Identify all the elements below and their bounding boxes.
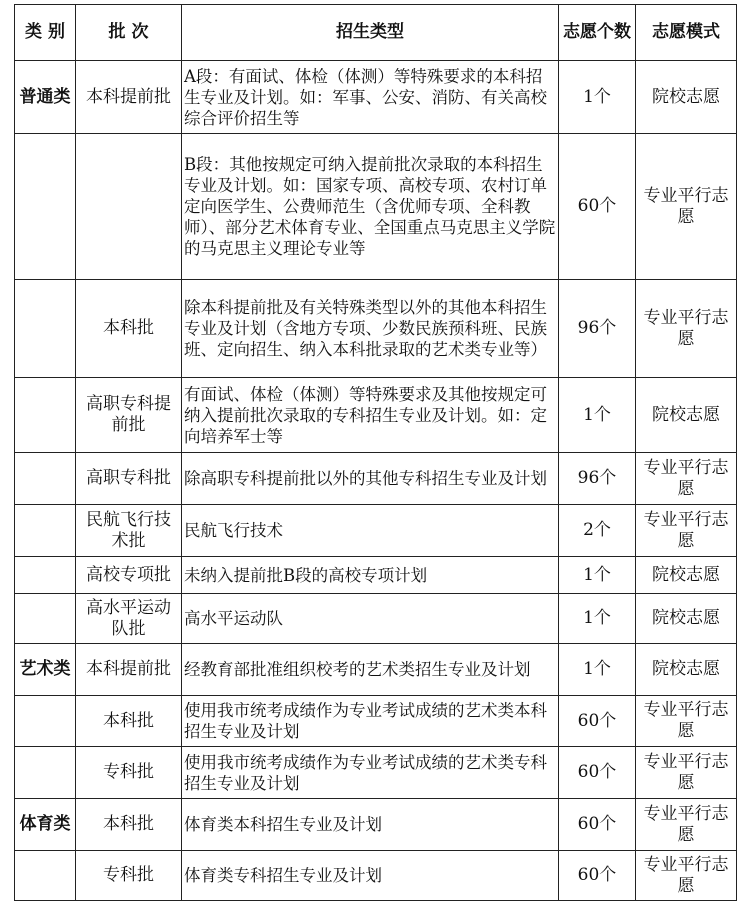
batch-cell: 本科批 xyxy=(76,280,182,378)
type-cell: 有面试、体检（体测）等特殊要求及其他按规定可纳入提前批次录取的专科招生专业及计划。如：定向培养军士等 xyxy=(182,378,559,453)
count-cell: 2个 xyxy=(559,505,636,557)
table-row xyxy=(15,644,737,696)
count-cell: 60个 xyxy=(559,747,636,799)
type-cell: 民航飞行技术 xyxy=(182,505,559,557)
mode-cell: 院校志愿 xyxy=(636,644,737,696)
table-row xyxy=(15,505,737,557)
table-row xyxy=(15,453,737,505)
table-row xyxy=(15,134,737,280)
category-cell xyxy=(15,696,76,747)
header-batch: 批 次 xyxy=(76,5,182,61)
type-cell: 体育类专科招生专业及计划 xyxy=(182,851,559,901)
count-cell: 1个 xyxy=(559,644,636,696)
count-cell: 1个 xyxy=(559,61,636,134)
table-row xyxy=(15,696,737,747)
count-cell: 1个 xyxy=(559,378,636,453)
table-row xyxy=(15,378,737,453)
header-mode: 志愿模式 xyxy=(636,5,737,61)
count-cell: 60个 xyxy=(559,696,636,747)
batch-cell: 高职专科提前批 xyxy=(76,378,182,453)
count-cell: 96个 xyxy=(559,280,636,378)
count-cell: 60个 xyxy=(559,799,636,851)
batch-cell: 本科提前批 xyxy=(76,644,182,696)
admission-table xyxy=(14,4,737,901)
type-cell: A段：有面试、体检（体测）等特殊要求的本科招生专业及计划。如：军事、公安、消防、有关高校综合评价招生等 xyxy=(182,61,559,134)
mode-cell: 专业平行志愿 xyxy=(636,747,737,799)
count-cell: 1个 xyxy=(559,594,636,644)
category-cell xyxy=(15,851,76,901)
header-row xyxy=(15,5,737,61)
table-row xyxy=(15,557,737,594)
batch-cell: 本科批 xyxy=(76,696,182,747)
table-row xyxy=(15,594,737,644)
table-row xyxy=(15,747,737,799)
category-cell xyxy=(15,747,76,799)
batch-cell: 高校专项批 xyxy=(76,557,182,594)
type-cell: 除本科提前批及有关特殊类型以外的其他本科招生专业及计划（含地方专项、少数民族预科班、民族班、定向招生、纳入本科批录取的艺术类专业等） xyxy=(182,280,559,378)
category-cell xyxy=(15,505,76,557)
category-cell: 普通类 xyxy=(15,61,76,134)
batch-cell: 高职专科批 xyxy=(76,453,182,505)
batch-cell: 高水平运动队批 xyxy=(76,594,182,644)
count-cell: 60个 xyxy=(559,134,636,280)
mode-cell: 院校志愿 xyxy=(636,61,737,134)
type-cell: 使用我市统考成绩作为专业考试成绩的艺术类专科招生专业及计划 xyxy=(182,747,559,799)
category-cell xyxy=(15,378,76,453)
header-count: 志愿个数 xyxy=(559,5,636,61)
count-cell: 1个 xyxy=(559,557,636,594)
mode-cell: 院校志愿 xyxy=(636,594,737,644)
type-cell: 除高职专科提前批以外的其他专科招生专业及计划 xyxy=(182,453,559,505)
type-cell: 经教育部批准组织校考的艺术类招生专业及计划 xyxy=(182,644,559,696)
batch-cell xyxy=(76,134,182,280)
mode-cell: 院校志愿 xyxy=(636,557,737,594)
batch-cell: 专科批 xyxy=(76,851,182,901)
count-cell: 60个 xyxy=(559,851,636,901)
mode-cell: 专业平行志愿 xyxy=(636,799,737,851)
mode-cell: 专业平行志愿 xyxy=(636,696,737,747)
header-category: 类 别 xyxy=(15,5,76,61)
table-row xyxy=(15,851,737,901)
type-cell: 体育类本科招生专业及计划 xyxy=(182,799,559,851)
mode-cell: 专业平行志愿 xyxy=(636,505,737,557)
category-cell xyxy=(15,280,76,378)
type-cell: 使用我市统考成绩作为专业考试成绩的艺术类本科招生专业及计划 xyxy=(182,696,559,747)
batch-cell: 民航飞行技术批 xyxy=(76,505,182,557)
category-cell xyxy=(15,557,76,594)
header-type: 招生类型 xyxy=(182,5,559,61)
mode-cell: 专业平行志愿 xyxy=(636,134,737,280)
batch-cell: 本科提前批 xyxy=(76,61,182,134)
mode-cell: 院校志愿 xyxy=(636,378,737,453)
count-cell: 96个 xyxy=(559,453,636,505)
batch-cell: 本科批 xyxy=(76,799,182,851)
type-cell: B段：其他按规定可纳入提前批次录取的本科招生专业及计划。如：国家专项、高校专项、农村订单定向医学生、公费师范生（含优师专项、全科教师）、部分艺术体育专业、全国重点马克思主义学院的马克思主义理论专业等 xyxy=(182,134,559,280)
type-cell: 高水平运动队 xyxy=(182,594,559,644)
mode-cell: 专业平行志愿 xyxy=(636,280,737,378)
category-cell xyxy=(15,594,76,644)
mode-cell: 专业平行志愿 xyxy=(636,851,737,901)
table-row xyxy=(15,280,737,378)
mode-cell: 专业平行志愿 xyxy=(636,453,737,505)
type-cell: 未纳入提前批B段的高校专项计划 xyxy=(182,557,559,594)
category-cell xyxy=(15,134,76,280)
category-cell xyxy=(15,453,76,505)
category-cell: 艺术类 xyxy=(15,644,76,696)
table-row xyxy=(15,61,737,134)
table-row xyxy=(15,799,737,851)
category-cell: 体育类 xyxy=(15,799,76,851)
batch-cell: 专科批 xyxy=(76,747,182,799)
